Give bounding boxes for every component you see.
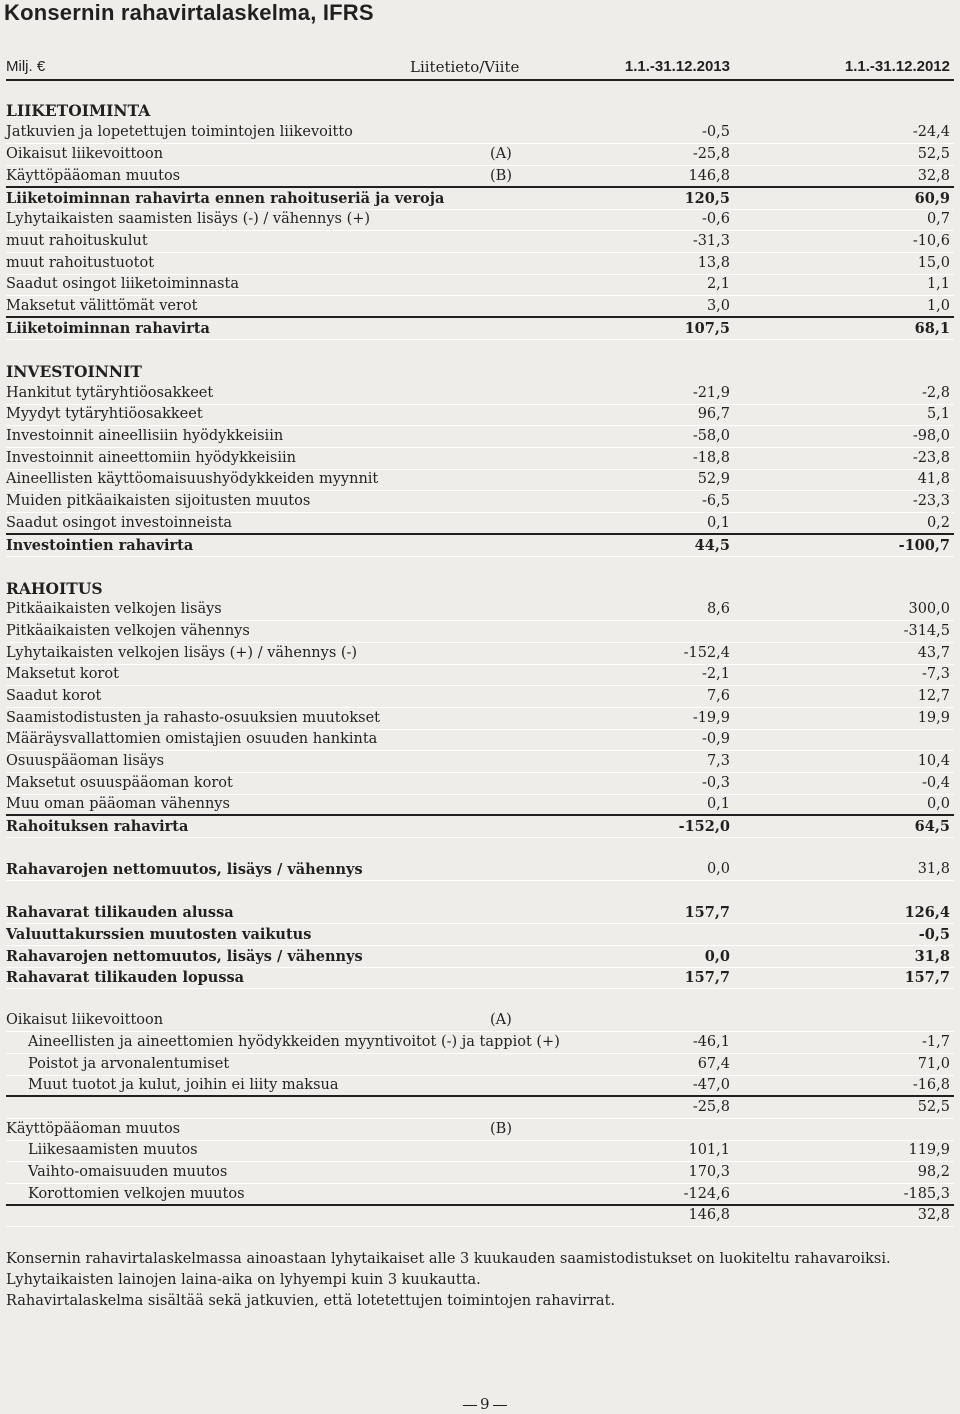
value-2013: -0,6 (702, 211, 730, 227)
value-2013: 157,7 (684, 969, 730, 986)
value-2013: -0,9 (702, 731, 730, 747)
value-2012: 41,8 (917, 471, 950, 487)
value-2013: -18,8 (692, 450, 730, 466)
value-2013: -152,0 (678, 818, 730, 835)
column-header-2013: 1.1.-31.12.2013 (624, 58, 730, 75)
row-label: Investoinnit aineettomiin hyödykkeisiin (6, 450, 296, 466)
table-row (0, 448, 960, 469)
table-row (0, 253, 960, 274)
table-row (0, 708, 960, 729)
table-row (0, 404, 960, 425)
row-label: Muut tuotot ja kulut, joihin ei liity maksua (28, 1077, 339, 1093)
value-2012: -23,3 (912, 493, 950, 509)
table-row (0, 859, 960, 880)
value-2013: 7,3 (706, 753, 730, 769)
row-label: Rahavarat tilikauden lopussa (6, 969, 245, 986)
row-label: Pitkäaikaisten velkojen lisäys (6, 601, 222, 617)
value-2012: 300,0 (908, 601, 950, 617)
value-2012: 12,7 (917, 688, 950, 704)
row-label: Myydyt tytäryhtiöosakkeet (6, 406, 203, 422)
value-2013: -6,5 (702, 493, 730, 509)
row-label: Investoinnit aineellisiin hyödykkeisiin (6, 428, 284, 444)
value-2013: -2,1 (702, 666, 730, 682)
column-header-2012: 1.1.-31.12.2012 (844, 58, 950, 75)
row-label: Maksetut korot (6, 666, 119, 682)
table-row (0, 729, 960, 750)
value-2012: 15,0 (917, 255, 950, 271)
row-note-ref: (A) (490, 1012, 512, 1028)
value-2013: 2,1 (706, 276, 730, 292)
table-row (0, 144, 960, 165)
table-row (0, 1097, 960, 1118)
row-label: Saadut korot (6, 688, 102, 704)
value-2012: 157,7 (904, 969, 950, 986)
row-label: Jatkuvien ja lopetettujen toimintojen liikevoitto (6, 124, 353, 140)
table-row (0, 816, 960, 837)
row-label: Saadut osingot liiketoiminnasta (6, 276, 239, 292)
value-2012: 0,7 (926, 211, 950, 227)
row-label: Käyttöpääoman muutos (6, 1121, 181, 1137)
table-row (0, 1119, 960, 1140)
value-2012: 126,4 (904, 904, 950, 921)
row-label: Rahavarat tilikauden alussa (6, 904, 234, 921)
row-divider (6, 339, 954, 340)
value-2013: 101,1 (688, 1142, 730, 1158)
value-2013: -21,9 (692, 385, 730, 401)
row-note-ref: (B) (490, 1121, 512, 1137)
value-2012: 71,0 (917, 1056, 950, 1072)
table-row (0, 1140, 960, 1161)
value-2012: 60,9 (914, 190, 950, 207)
value-2012: 1,1 (926, 276, 950, 292)
row-label: Käyttöpääoman muutos (6, 168, 181, 184)
row-label: muut rahoitustuotot (6, 255, 155, 271)
row-label: Valuuttakurssien muutosten vaikutus (6, 926, 312, 943)
row-note-ref: (A) (490, 146, 512, 162)
value-2013: 146,8 (688, 168, 730, 184)
table-row (0, 1032, 960, 1053)
note-column-header: Liitetieto/Viite (410, 58, 520, 76)
value-2013: -31,3 (692, 233, 730, 249)
row-label: Hankitut tytäryhtiöosakkeet (6, 385, 214, 401)
table-row (0, 946, 960, 967)
row-label: Oikaisut liikevoittoon (6, 146, 164, 162)
row-label: Vaihto-omaisuuden muutos (28, 1164, 228, 1180)
table-row (0, 599, 960, 620)
table-row (0, 274, 960, 295)
value-2012: 68,1 (914, 320, 950, 337)
section-heading (0, 361, 960, 382)
row-label: Pitkäaikaisten velkojen vähennys (6, 623, 250, 639)
value-2013: 0,1 (706, 515, 730, 531)
row-label: Rahoituksen rahavirta (6, 818, 189, 835)
table-row (0, 1010, 960, 1031)
table-row (0, 166, 960, 187)
table-row (0, 426, 960, 447)
page-title: Konsernin rahavirtalaskelma, IFRS (4, 0, 374, 25)
table-row (0, 231, 960, 252)
table-row (0, 1054, 960, 1075)
value-2012: -1,7 (922, 1034, 950, 1050)
value-2012: 52,5 (917, 1099, 950, 1115)
value-2013: -58,0 (692, 428, 730, 444)
section-heading (0, 578, 960, 599)
row-label: Korottomien velkojen muutos (28, 1186, 245, 1202)
value-2013: 0,0 (704, 948, 730, 965)
row-label: Saadut osingot investoinneista (6, 515, 233, 531)
table-row (0, 664, 960, 685)
table-row (0, 686, 960, 707)
table-row (0, 967, 960, 988)
value-2013: -0,3 (702, 775, 730, 791)
value-2013: -19,9 (692, 710, 730, 726)
page-number-value: 9 (480, 1395, 490, 1413)
value-2012: 5,1 (926, 406, 950, 422)
row-label: Aineellisten ja aineettomien hyödykkeiden myyntivoitot (-) ja tappiot (+) (28, 1034, 560, 1050)
table-row (0, 773, 960, 794)
table-row (0, 188, 960, 209)
value-2013: -124,6 (683, 1186, 730, 1202)
table-row (0, 383, 960, 404)
table-row (0, 621, 960, 642)
value-2012: 31,8 (917, 861, 950, 877)
value-2012: 98,2 (917, 1164, 950, 1180)
row-label: Lyhytaikaisten saamisten lisäys (-) / vähennys (+) (6, 211, 371, 227)
value-2012: 119,9 (908, 1142, 950, 1158)
value-2012: -24,4 (912, 124, 950, 140)
value-2012: 52,5 (917, 146, 950, 162)
value-2012: -100,7 (898, 537, 950, 554)
value-2012: 10,4 (917, 753, 950, 769)
section-heading (0, 100, 960, 121)
table-row (0, 469, 960, 490)
value-2012: 19,9 (917, 710, 950, 726)
footnote: Rahavirtalaskelma sisältää sekä jatkuvien, että lotetettujen toimintojen rahavirrat. (6, 1293, 616, 1309)
value-2012: -23,8 (912, 450, 950, 466)
value-2012: 0,0 (926, 796, 950, 812)
table-row (0, 535, 960, 556)
row-label: Lyhytaikaisten velkojen lisäys (+) / vähennys (-) (6, 645, 358, 661)
table-row (0, 1075, 960, 1096)
value-2013: 170,3 (688, 1164, 730, 1180)
row-label: RAHOITUS (6, 579, 103, 598)
value-2013: 8,6 (706, 601, 730, 617)
row-divider (6, 880, 954, 881)
row-label: Poistot ja arvonalentumiset (28, 1056, 230, 1072)
row-label: INVESTOINNIT (6, 362, 142, 381)
value-2012: -0,5 (918, 926, 950, 943)
value-2013: 67,4 (697, 1056, 730, 1072)
value-2012: 0,2 (926, 515, 950, 531)
table-row (0, 902, 960, 923)
table-row (0, 513, 960, 534)
row-label: muut rahoituskulut (6, 233, 148, 249)
table-row (0, 643, 960, 664)
value-2013: -0,5 (702, 124, 730, 140)
page-number (460, 1395, 510, 1413)
table-row (0, 924, 960, 945)
value-2013: 7,6 (706, 688, 730, 704)
value-2012: -314,5 (903, 623, 950, 639)
table-row (0, 1205, 960, 1226)
footnotes (6, 1249, 891, 1312)
row-label: Rahavarojen nettomuutos, lisäys / vähennys (6, 948, 363, 965)
row-label: Osuuspääoman lisäys (6, 753, 165, 769)
value-2012: -2,8 (922, 385, 950, 401)
row-label: Liikesaamisten muutos (28, 1142, 198, 1158)
row-label: Aineellisten käyttöomaisuushyödykkeiden myynnit (6, 471, 379, 487)
footnote: Konsernin rahavirtalaskelmassa ainoastaan lyhytaikaiset alle 3 kuukauden saamistodistukset on luokiteltu rahavaroiksi. (6, 1251, 891, 1267)
value-2013: 13,8 (697, 255, 730, 271)
row-label: Oikaisut liikevoittoon (6, 1012, 164, 1028)
row-note-ref: (B) (490, 168, 512, 184)
table-row (0, 122, 960, 143)
row-label: Rahavarojen nettomuutos, lisäys / vähennys (6, 861, 363, 878)
value-2013: 96,7 (697, 406, 730, 422)
row-divider (6, 837, 954, 838)
value-2013: 0,0 (706, 861, 730, 877)
row-label: Määräysvallattomien omistajien osuuden hankinta (6, 731, 378, 747)
table-row (0, 794, 960, 815)
row-label: Maksetut välittömät verot (6, 298, 198, 314)
row-label: Maksetut osuuspääoman korot (6, 775, 233, 791)
table-row (0, 751, 960, 772)
value-2012: 31,8 (914, 948, 950, 965)
row-divider (6, 1226, 954, 1227)
value-2013: 157,7 (684, 904, 730, 921)
row-label: Muu oman pääoman vähennys (6, 796, 230, 812)
value-2013: -46,1 (692, 1034, 730, 1050)
value-2012: -185,3 (903, 1186, 950, 1202)
value-2013: -47,0 (692, 1077, 730, 1093)
value-2013: -25,8 (692, 1099, 730, 1115)
value-2012: 64,5 (914, 818, 950, 835)
value-2012: -0,4 (922, 775, 950, 791)
row-label: LIIKETOIMINTA (6, 101, 151, 120)
table-row (0, 1162, 960, 1183)
footnote: Lyhytaikaisten lainojen laina-aika on lyhyempi kuin 3 kuukautta. (6, 1272, 481, 1288)
table-row (0, 209, 960, 230)
value-2013: 3,0 (706, 298, 730, 314)
unit-label: Milj. € (6, 58, 46, 75)
value-2012: -16,8 (912, 1077, 950, 1093)
row-label: Liiketoiminnan rahavirta (6, 320, 210, 337)
value-2012: 43,7 (917, 645, 950, 661)
value-2013: 44,5 (694, 537, 730, 554)
value-2013: -152,4 (683, 645, 730, 661)
value-2012: 1,0 (926, 298, 950, 314)
value-2012: 32,8 (917, 1207, 950, 1223)
value-2013: -25,8 (692, 146, 730, 162)
table-row (0, 296, 960, 317)
table-row (0, 1184, 960, 1205)
value-2012: 32,8 (917, 168, 950, 184)
value-2013: 146,8 (688, 1207, 730, 1223)
table-row (0, 318, 960, 339)
value-2013: 107,5 (684, 320, 730, 337)
value-2012: -7,3 (922, 666, 950, 682)
row-label: Investointien rahavirta (6, 537, 194, 554)
table-header (0, 58, 960, 80)
row-label: Muiden pitkäaikaisten sijoitusten muutos (6, 493, 311, 509)
value-2012: -10,6 (912, 233, 950, 249)
value-2013: 120,5 (684, 190, 730, 207)
header-rule (6, 79, 954, 81)
value-2012: -98,0 (912, 428, 950, 444)
row-label: Liiketoiminnan rahavirta ennen rahoituseriä ja veroja (6, 190, 445, 207)
value-2013: 52,9 (697, 471, 730, 487)
value-2013: 0,1 (706, 796, 730, 812)
row-label: Saamistodistusten ja rahasto-osuuksien muutokset (6, 710, 380, 726)
row-divider (6, 988, 954, 989)
row-divider (6, 556, 954, 557)
table-row (0, 491, 960, 512)
